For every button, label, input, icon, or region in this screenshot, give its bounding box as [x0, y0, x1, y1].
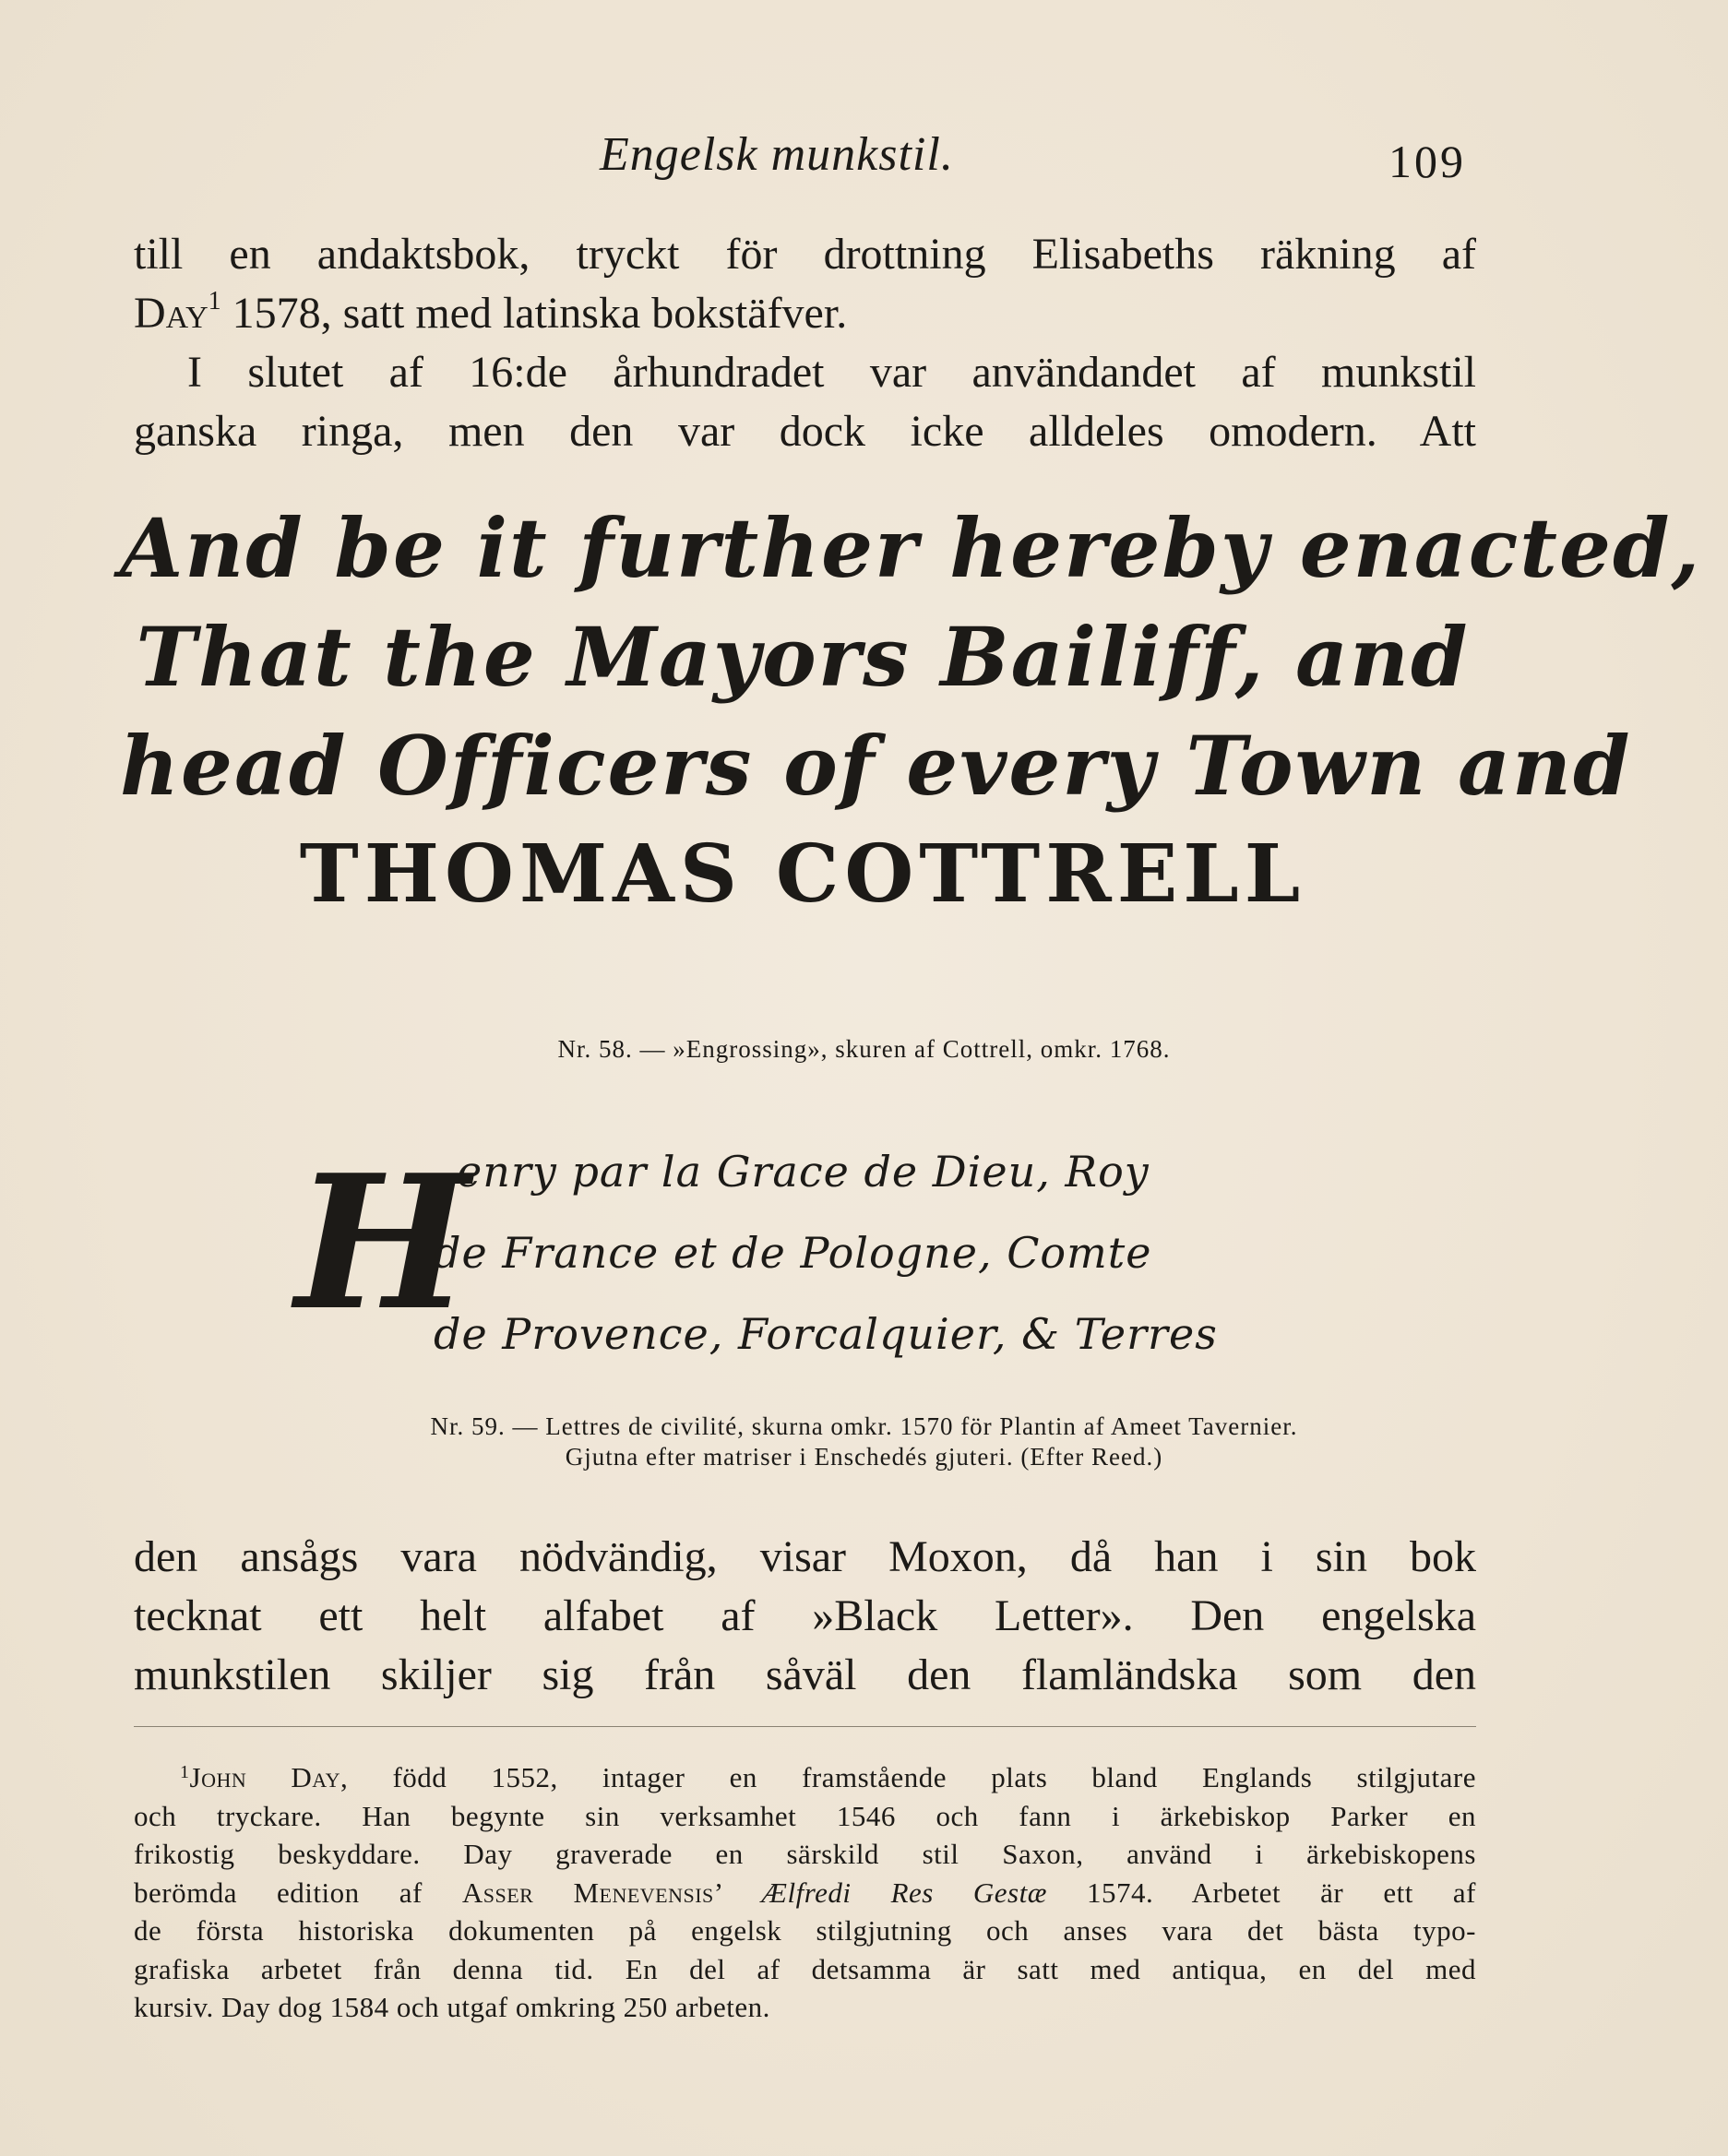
specimen-line: That the Mayors Bailiff, and: [136, 609, 1470, 705]
top-paragraph: [134, 225, 1476, 461]
footnote-marker: 1: [180, 1762, 190, 1782]
figure-caption-58: Nr. 58. — »Engrossing», skuren af Cottrell, omkr. 1768.: [557, 1035, 1171, 1063]
specimen-line: head Officers of every Town and: [120, 718, 1632, 814]
body-line: munkstilen skiljer sig från såväl den flamländska som den: [134, 1650, 1476, 1699]
footnote-line: [134, 1874, 1476, 1912]
footnote-text: ’: [713, 1876, 762, 1909]
footnote-line: frikostig beskyddare. Day graverade en särskild stil Saxon, använd i ärkebiskopens: [134, 1838, 1476, 1870]
bottom-paragraph: [134, 1528, 1476, 1705]
footnote-line: grafiska arbetet från denna tid. En del af detsamma är satt med antiqua, en del med: [134, 1952, 1476, 1985]
footnote-text: , född 1552, intager en framstående plats bland Englands stilgjutare: [340, 1761, 1476, 1793]
body-line: den ansågs vara nödvändig, visar Moxon, då han i sin bok: [134, 1532, 1476, 1581]
body-line: tecknat ett helt alfabet af »Black Letter». Den engelska: [134, 1591, 1476, 1640]
footnote-text: berömda edition af: [134, 1876, 462, 1909]
footnote-text: 1574. Arbetet är ett af: [1046, 1876, 1476, 1909]
civilite-specimen: [295, 1133, 1458, 1373]
specimen-line: de France et de Pologne, Comte: [434, 1228, 1152, 1278]
body-line: till en andaktsbok, tryckt för drottning Elisabeths räkning af: [134, 230, 1476, 279]
decorated-initial: H: [295, 1135, 470, 1352]
footnote: [134, 1758, 1476, 2027]
footnote-line: [134, 1758, 1476, 1797]
footnote-author: Asser Menevensis: [461, 1876, 714, 1909]
specimen-line: THOMAS COTTRELL: [299, 828, 1306, 921]
engrossing-specimen: [120, 494, 1702, 929]
footnote-work-title: Ælfredi Res Gestæ: [761, 1876, 1047, 1909]
footnote-line: kursiv. Day dog 1584 och utgaf omkring 250 arbeten.: [134, 1991, 770, 2023]
figure-caption-59-line1: Nr. 59. — Lettres de civilité, skurna omkr. 1570 för Plantin af Ameet Tavernier.: [430, 1412, 1298, 1440]
figure-caption-59-line2: Gjutna efter matriser i Enschedés gjuteri. (Efter Reed.): [565, 1443, 1163, 1471]
footnote-reference: 1: [208, 287, 221, 316]
footnote-name: John Day: [189, 1761, 341, 1793]
footnote-divider: [134, 1726, 1476, 1727]
footnote-line: de första historiska dokumenten på engelsk stilgjutning och anses vara det bästa typo-: [134, 1914, 1476, 1947]
running-title: Engelsk munkstil.: [600, 128, 954, 181]
body-text: 1578, satt med latinska bokstäfver.: [220, 289, 848, 338]
body-line: ganska ringa, men den var dock icke alldeles omodern. Att: [134, 407, 1476, 456]
body-line: [134, 284, 1476, 343]
footnote-line: och tryckare. Han begynte sin verksamhet 1546 och fann i ärkebiskop Parker en: [134, 1799, 1476, 1832]
author-name: Day: [134, 289, 209, 338]
page-number: 109: [1388, 136, 1466, 187]
specimen-line: enry par la Grace de Dieu, Roy: [457, 1147, 1150, 1197]
body-line: I slutet af 16:de århundradet var användandet af munkstil: [187, 348, 1476, 397]
running-head: [0, 127, 1728, 187]
specimen-line: de Provence, Forcalquier, & Terres: [434, 1309, 1218, 1359]
specimen-line: And be it further hereby enacted,: [120, 500, 1702, 596]
